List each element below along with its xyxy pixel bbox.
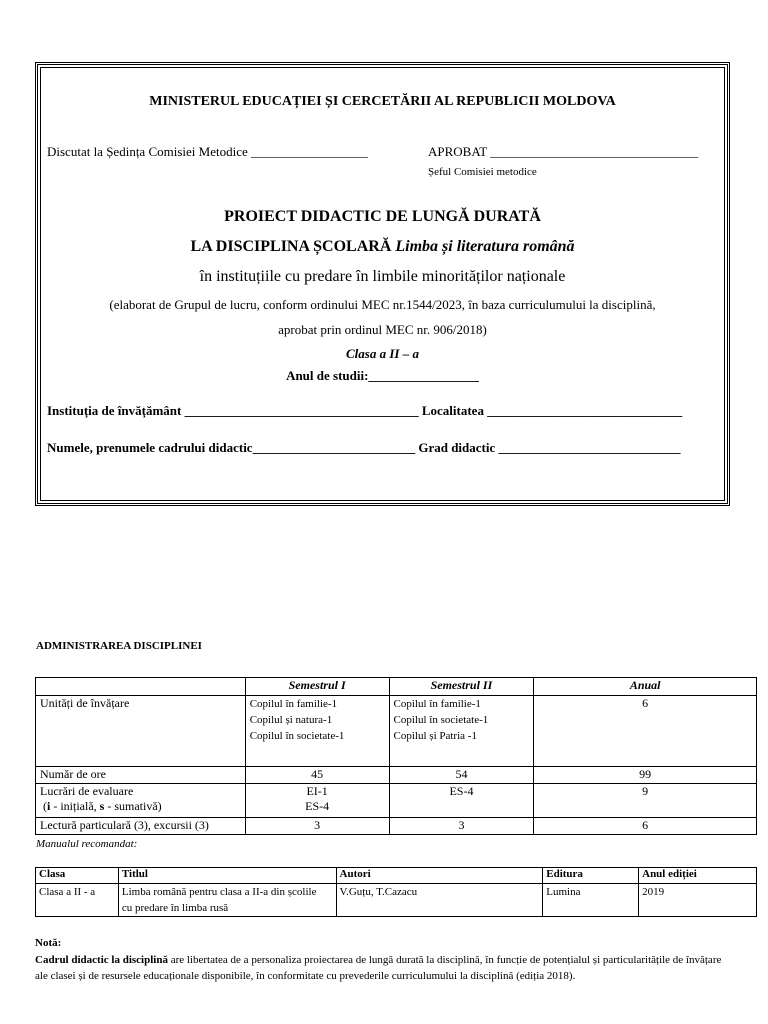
sem1-hours: 45 bbox=[245, 767, 389, 784]
table-row bbox=[36, 784, 757, 818]
sem1-reading: 3 bbox=[245, 818, 389, 835]
title-frame bbox=[35, 62, 730, 506]
list-item: Copilul și natura-1 bbox=[249, 714, 333, 726]
anual-units: 6 bbox=[534, 696, 757, 767]
list-item: cu predare în limba rusă bbox=[121, 902, 229, 914]
sem1-evaluations bbox=[245, 784, 389, 818]
list-item: Limba română pentru clasa a II-a din școlile bbox=[121, 886, 317, 898]
list-item: Copilul în familie-1 bbox=[249, 698, 338, 710]
study-year-field: Anul de studii:_________________ bbox=[286, 368, 479, 383]
admin-header-empty bbox=[36, 678, 246, 696]
manual-autori: V.Guțu, T.Cazacu bbox=[336, 884, 543, 917]
nota-text: are libertatea de a personaliza proiectarea de lungă durată la disciplină, în funcție de potențialul și particularitățile de învățare ale clasei și de resursele educaționale disponibile, în conformitate cu prevederile curriculumului la disciplină (ediția 2018). bbox=[35, 954, 722, 982]
admin-header-anual: Anual bbox=[534, 678, 757, 696]
sem2-hours: 54 bbox=[389, 767, 534, 784]
institution-field: Instituția de învățământ ____________________________________ Localitatea ______________________________ bbox=[47, 403, 683, 418]
table-row bbox=[36, 818, 757, 835]
admin-header-sem1: Semestrul I bbox=[245, 678, 389, 696]
list-item: Copilul în societate-1 bbox=[249, 730, 345, 742]
manual-titlul bbox=[118, 884, 336, 917]
admin-section-title: ADMINISTRAREA DISCIPLINEI bbox=[36, 640, 202, 652]
aprobat-line: APROBAT ________________________________ bbox=[428, 144, 699, 159]
manual-header-titlul: Titlul bbox=[118, 868, 336, 884]
table-row bbox=[36, 767, 757, 784]
manual-anul: 2019 bbox=[639, 884, 757, 917]
manual-label: Manualul recomandat: bbox=[36, 838, 138, 850]
nota-bold: Cadrul didactic la disciplină bbox=[35, 954, 168, 966]
admin-header-sem2: Semestrul II bbox=[389, 678, 534, 696]
table-row bbox=[36, 884, 757, 917]
row-label: Unități de învățare bbox=[36, 696, 246, 767]
evaluation-sublabel: (i - inițială, s - sumativă) bbox=[43, 799, 162, 813]
list-item: EI-1 bbox=[306, 784, 328, 798]
manual-header-clasa: Clasa bbox=[36, 868, 119, 884]
anual-reading: 6 bbox=[534, 818, 757, 835]
row-label bbox=[36, 784, 246, 818]
sem2-evaluations: ES-4 bbox=[389, 784, 534, 818]
list-item: ES-4 bbox=[305, 799, 330, 813]
elaboration-note-line1: (elaborat de Grupul de lucru, conform ordinului MEC nr.1544/2023, în baza curriculumului la disciplină, bbox=[109, 297, 656, 312]
manual-table bbox=[35, 867, 757, 917]
discipline-title bbox=[41, 238, 724, 256]
sem2-reading: 3 bbox=[389, 818, 534, 835]
title-frame-inner bbox=[40, 67, 725, 501]
manual-editura: Lumina bbox=[543, 884, 639, 917]
table-row bbox=[36, 696, 757, 767]
list-item: Copilul în familie-1 bbox=[393, 698, 481, 710]
row-label: Număr de ore bbox=[36, 767, 246, 784]
admin-header-row bbox=[36, 678, 757, 696]
sem2-units bbox=[389, 696, 534, 767]
nota-paragraph bbox=[35, 952, 735, 984]
admin-table bbox=[35, 677, 757, 835]
elaboration-note-line2: aprobat prin ordinul MEC nr. 906/2018) bbox=[278, 322, 487, 337]
manual-header-anul: Anul ediției bbox=[639, 868, 757, 884]
institutions-subtitle: în instituțiile cu predare în limbile minorităților naționale bbox=[199, 268, 566, 285]
list-item: Copilul și Patria -1 bbox=[393, 730, 477, 742]
class-label: Clasa a II – a bbox=[346, 346, 419, 361]
project-title: PROIECT DIDACTIC DE LUNGĂ DURATĂ bbox=[224, 208, 541, 225]
manual-header-row bbox=[36, 868, 757, 884]
anual-hours: 99 bbox=[534, 767, 757, 784]
discutat-line: Discutat la Ședința Comisiei Metodice __________________ bbox=[47, 144, 368, 159]
evaluation-label: Lucrări de evaluare bbox=[40, 784, 134, 798]
nota-label: Notă: bbox=[35, 937, 62, 949]
discipline-subject: Limba și literatura română bbox=[395, 238, 575, 255]
row-label: Lectură particulară (3), excursii (3) bbox=[36, 818, 246, 835]
teacher-name-field: Numele, prenumele cadrului didactic_________________________ Grad didactic ____________________________ bbox=[47, 440, 681, 455]
manual-clasa: Clasa a II - a bbox=[36, 884, 119, 917]
sem1-units bbox=[245, 696, 389, 767]
sef-comisie-label: Șeful Comisiei metodice bbox=[428, 166, 537, 178]
manual-header-autori: Autori bbox=[336, 868, 543, 884]
discipline-prefix: LA DISCIPLINA ȘCOLARĂ bbox=[190, 238, 392, 255]
anual-evaluations: 9 bbox=[534, 784, 757, 818]
list-item: Copilul în societate-1 bbox=[393, 714, 489, 726]
ministry-heading: MINISTERUL EDUCAȚIEI ȘI CERCETĂRII AL REPUBLICII MOLDOVA bbox=[149, 94, 616, 109]
manual-header-editura: Editura bbox=[543, 868, 639, 884]
